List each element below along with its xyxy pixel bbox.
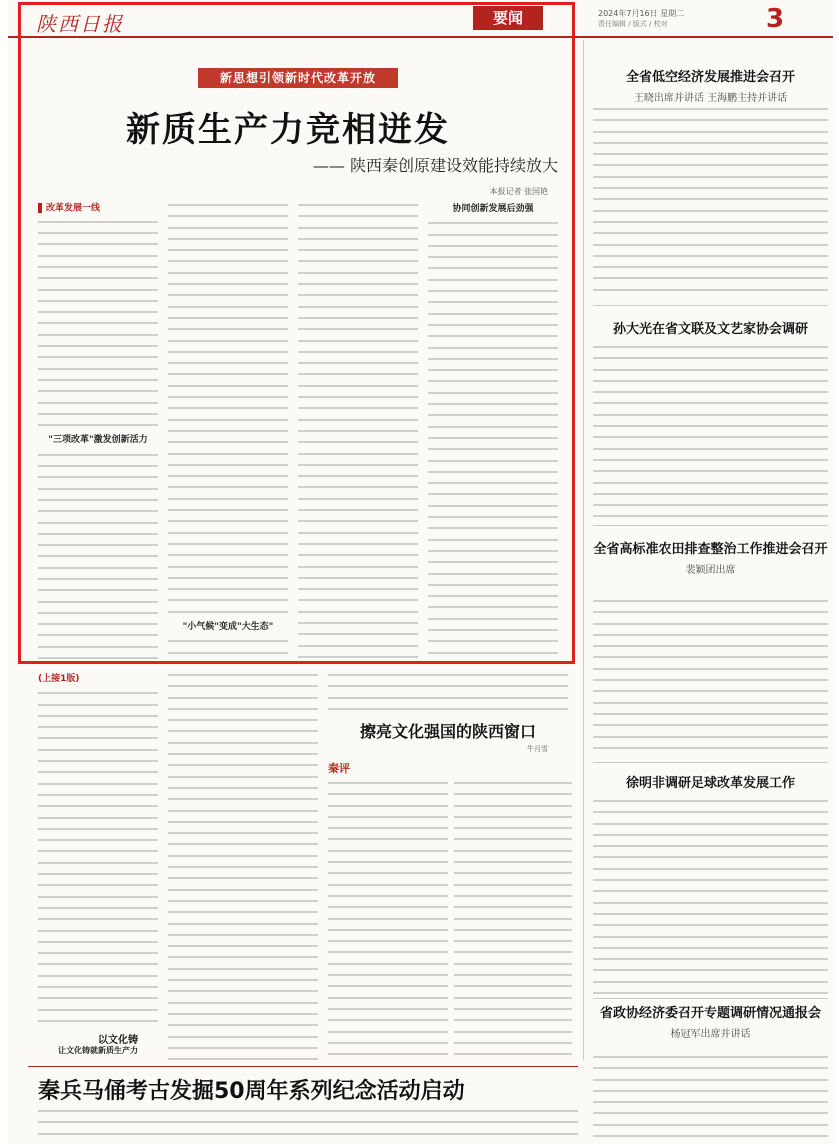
right-article-5	[593, 1002, 828, 1040]
right-article-4	[593, 772, 828, 791]
text-block	[428, 218, 558, 660]
lead-headline[interactable]: 新质生产力竞相迸发	[126, 110, 450, 150]
text-block	[38, 450, 158, 660]
text-block	[38, 217, 158, 432]
issue-date: 2024年7月16日 星期二	[598, 9, 685, 18]
lead-byline: 本报记者 张国艳	[489, 187, 548, 196]
lead-column-3	[298, 200, 418, 660]
masthead	[8, 0, 833, 38]
lead-column-4	[428, 200, 558, 660]
text-block	[593, 342, 828, 517]
page-number: 3	[766, 4, 785, 34]
section-heading: "小气候"变成"大生态"	[182, 621, 274, 632]
text-block	[454, 778, 572, 1063]
section-heading: 改革发展一线	[46, 203, 101, 214]
lead-column-2	[168, 200, 288, 660]
article-divider	[593, 998, 828, 999]
article-subtitle: 杨冠军出席并讲话	[670, 1029, 751, 1040]
article-divider	[593, 762, 828, 763]
text-block	[298, 200, 418, 660]
bottom-divider	[28, 1066, 578, 1067]
bottom-headline[interactable]: 秦兵马俑考古发掘50周年系列纪念活动启动	[38, 1079, 465, 1104]
article-subtitle: 裴颖团出席	[685, 565, 736, 576]
text-block	[328, 778, 448, 1063]
right-article-2-body	[593, 342, 828, 517]
right-article-3-body	[593, 596, 828, 756]
article-divider	[593, 525, 828, 526]
right-article-1-body	[593, 104, 828, 299]
text-block	[593, 796, 828, 996]
text-block	[593, 1052, 828, 1140]
text-block	[328, 670, 568, 712]
commentary-author: 牛月雪	[527, 745, 548, 753]
editor-credits: 责任编辑 / 版式 / 校对	[598, 20, 668, 28]
article-subtitle: 王晓出席并讲话 王海鹏主持并讲话	[633, 93, 788, 104]
text-block	[168, 636, 288, 660]
lead-column-1	[38, 200, 158, 660]
lead-subhead: —— 陕西秦创原建设效能持续放大	[312, 156, 558, 175]
section-heading: "三项改革"激发创新活力	[48, 435, 148, 446]
continuation-column-1	[38, 670, 158, 1030]
article-divider	[593, 305, 828, 306]
text-block	[593, 104, 828, 299]
text-block	[168, 670, 318, 1065]
text-block	[593, 596, 828, 756]
article-title[interactable]: 徐明非调研足球改革发展工作	[625, 776, 795, 791]
commentary-tag: 秦评	[328, 762, 350, 775]
continuation-column-2	[168, 670, 318, 1065]
right-article-2	[593, 318, 828, 337]
right-article-4-body	[593, 796, 828, 996]
right-article-1	[593, 66, 828, 104]
text-block	[168, 200, 288, 618]
commentary-title[interactable]: 擦亮文化强国的陕西窗口	[359, 722, 536, 741]
sub-article-subtitle: 让文化铸就新质生产力	[58, 1046, 138, 1055]
commentary-column-1	[328, 778, 448, 1063]
article-title[interactable]: 全省高标准农田排查整治工作推进会召开	[593, 542, 828, 557]
article-title[interactable]: 全省低空经济发展推进会召开	[625, 70, 795, 85]
newspaper-page	[8, 0, 833, 1144]
text-block	[38, 1106, 578, 1140]
continuation-sub-body	[38, 1046, 158, 1068]
column-divider	[583, 40, 584, 1060]
section-heading: 协同创新发展后劲强	[452, 204, 534, 214]
continued-marker: (上接1版)	[38, 674, 80, 684]
article-title[interactable]: 省政协经济委召开专题调研情况通报会	[599, 1006, 821, 1021]
newspaper-logo: 陕西日报	[36, 12, 124, 36]
commentary-column-2	[454, 778, 572, 1063]
sub-article-title: 以文化铸	[98, 1035, 138, 1046]
right-article-3	[593, 538, 828, 576]
section-tag: 要闻	[473, 6, 543, 30]
lead-banner: 新思想引领新时代改革开放	[198, 68, 398, 88]
right-article-5-body	[593, 1052, 828, 1140]
text-block	[38, 688, 158, 1030]
continuation-column-3	[328, 670, 568, 712]
bottom-article-body	[38, 1106, 578, 1142]
article-title[interactable]: 孙大光在省文联及文艺家协会调研	[612, 322, 808, 337]
